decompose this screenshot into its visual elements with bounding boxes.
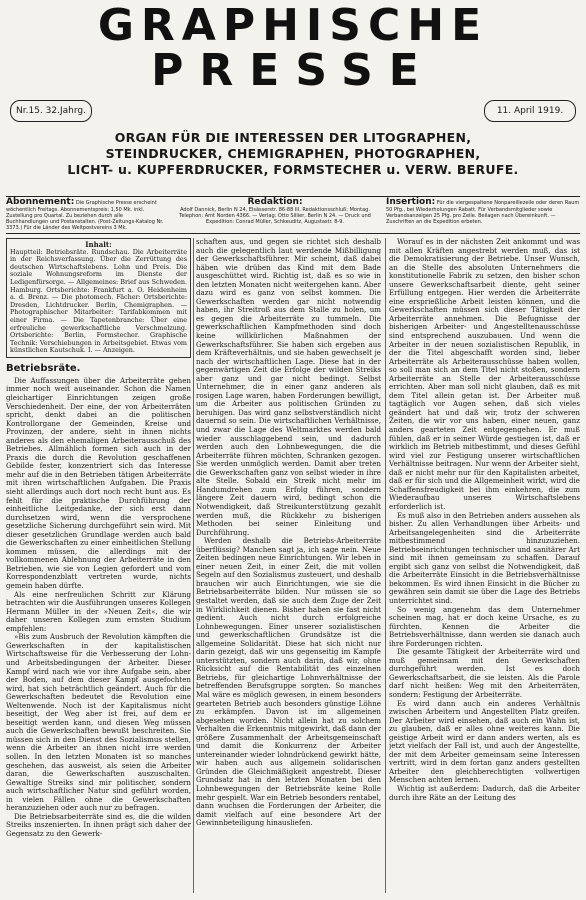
column-3 [389, 238, 580, 893]
column-1 [6, 238, 191, 893]
insertion-heading: Insertion: [386, 197, 436, 207]
subtitle-line-1: ORGAN FÜR DIE INTERESSEN DER LITOGRAPHEN, [114, 130, 472, 145]
paragraph: Werden deshalb die Betriebs-Arbeiterräte überflüssig? Manchen sagt ja, ich sage nein. Neue Zeiten bedingen neue Einrichtungen. Wir leben in einer neuen Zeit, in einer Zeit, die mit vollen Segeln auf den Sozialismus zusteuert, und deshalb brauchen wir auch Einrichtungen, wie sie die Betriebsarbeiterräte bilden. Nur müssen sie so gestaltet werden, daß sie auch dem Zuge der Zeit in Wirklichkeit dienen. Bisher haben sie fast nicht gedient. Auch nicht durch erfolgreiche Lohnbewegungen. Einer unserer sozialistischen und gewerkschaftlichen Grundsätze ist die allgemeine Solidarität. Diese hat sich nicht nur darin gezeigt, daß wir uns gegenseitig im Kampfe unterstützten, sondern auch darin, daß wir, ohne Rücksicht auf die Rentabilität des einzelnen Betriebs, für gleichartige Lohnverhältnisse der betreffenden Berufsgruppe sorgten. So manches Mal wäre es möglich gewesen, in einem besonders gearteten Betrieb auch besonders günstige Löhne zu erkämpfen. Davon ist im allgemeinen abgesehen worden. Nicht allein hat zu solchem Verhalten die Erkenntnis mitgewirkt, daß dann der größere Zusammenhalt der Arbeitsgemeinschaft und damit die Konkurrenz der Arbeiter untereinander wieder lohndrückend gewirkt hätte, wir haben auch aus allgemein solidarischen Gründen die Gleichmäßigkeit angestrebt. Dieser Grundsatz hat in den letzten Monaten bei den Lohnbewegungen der Betriebsräte keine Rolle mehr gespielt. War ein Betrieb besonders rentabel, dann wuchsen die Forderungen der Arbeiter, die damit vielfach auf eine besondere Art der Gewinnbeteiligung hinausliefen. [196, 536, 381, 828]
subtitle-line-2: STEINDRUCKER, CHEMIGRAPHEN, PHOTOGRAPHEN, [105, 146, 481, 161]
contents-text: Hauptteil: Betriebsräte. Rundschau. Die Arbeiterräte in der Reichsverfassung. Über die Zerrüttung des deutschen Wirtschaftslebens. Lohn und Preis. Die soziale Wohnungsreform im Dienste der Ledigenfürsorge. — Allgemeines: Brief aus Schweden. Hamburg. Ortsberichte: Frankfurt a. O. Heidenheim a. d. Brenz. — Die photomech. Fächer: Ortsberichte: Dresden, Lichtdrucker. Berlin, Chemigraphen. — Photographischer Mitarbeiter: Tarifabkommen mit einer Firma. — Die Tapetenbranche: Über eine erfreuliche gewerkschaftliche Verschmelzung. Ortsberichte: Berlin, Formstecher. Graphische Technik: Verschiebungen in Arbeitsgebiet. Etwas vom künstlichen Kautschuk. I. — Anzeigen. [10, 247, 187, 355]
insertion-text: Für die viergespaltene Nonpareillezeile oder deren Raum 50 Pfg., bei Wiederholungen Rabatt. Für Verbandsmitglieder sowie Verbandsanzeigen 25 Pfg. pro Zeile. Beilagen nach Übereinkunft. — Zuschriften an die Expedition erbeten. [386, 200, 580, 225]
paragraph: »Bis zum Ausbruch der Revolution kämpften die Gewerkschaften in der kapitalistischen Wirtschaftsweise für die Verbesserung der Lohn- und Arbeitsbedingungen der Arbeiter. Dieser Kampf wird nach wie vor ihre Aufgabe sein, aber der Boden, auf dem dieser Kampf ausgefochten wird, hat sich beträchtlich geändert. Auch für die Gewerkschaften bedeutet die Revolution eine Weltenwende. Noch ist der Kapitalismus nicht beseitigt, der Weg aber ist frei, auf dem er beseitigt werden kann, und diesen Weg müssen auch die Gewerkschaften bewußt beschreiten. Sie müssen sich in den Dienst des Sozialismus stellen, wenn die Arbeiter an ihnen nicht irre werden sollen. In den letzten Monaten ist so manches geschehen, das ausweist, als seien die Arbeiter daran, die Gewerkschaften auszuschalten. Gewaltige Streiks sind mir politischer, sondern auch wirtschaftlicher Natur sind geführt worden, in vielen Fällen ohne die Gewerkschaften heranzuziehen oder auch nur zu befragen. [6, 632, 191, 813]
contents-box [6, 238, 191, 358]
insertion-box [386, 197, 580, 231]
paragraph: Die Auffassungen über die Arbeiterräte gehen immer noch weit auseinander. Schon die Namen gleichartiger Einrichtungen zeigen große Verschiedenheit. Der eine, der von Arbeiterräten spricht, denkt dabei an die politischen Kontrollorgane der Gemeinden, Kreise und Provinzen, der andere, sieht in ihnen nichts anderes als den ehemaligen Arbeiterausschuß des Betriebes. Allmählich formen sich auch in der Praxis die durch die Revolution geschaffenen Gebilde fester, konzentriert sich das Interesse mehr auf die in den Betrieben tätigen Arbeiterräte mit ihren wirtschaftlichen Aufgaben. Die Praxis sieht allerdings auch dort noch recht bunt aus. Es fehlt für die praktische Durchführung der einheitliche Leitgedanke, der sich erst dann durchsetzen wird, wenn die versprochene gesetzliche Sicherung durchgeführt sein wird. Mit dieser gesetzlichen Grundlage werden auch bald die Gewerkschaften zu einer einheitlichen Stellung kommen müssen, die allerdings mit der vollkommenen Ablehnung der Arbeiterräte in den Betrieben, wie sie von Legien gefordert und vom Korrespondenzblatt vertreten wurde, nichts gemein haben dürfte. [6, 375, 191, 591]
column-2 [196, 238, 381, 893]
masthead-subtitle: PRESSE [151, 45, 435, 96]
issue-date: 11. April 1919. [484, 100, 576, 122]
issue-number: Nr.15. 32.Jahrg. [10, 100, 92, 122]
paragraph: Es wird dann auch ein anderes Verhältnis zwischen Arbeitern und Angestellten Platz greifen. Der Arbeiter wird einsehen, daß auch ein Wahn ist, zu glauben, daß er alles ohne weiteres kann. Die geistige Arbeit wird er dann anders werten, als es jetzt vielfach der Fall ist, und auch der Angestellte, der mit dem Arbeiter gemeinsam seine Interessen vertritt, wird in dem fortan ganz anders gestellten Arbeiter den gleichberechtigten vollwertigen Menschen achten lernen. [389, 698, 580, 785]
paragraph: schaften aus, und gegen sie richtet sich deshalb auch die gelegentlich laut werdende Mißbilligung der Gewerkschaftsführer. Mir scheint, daß dabei häben wie drüben das Kind mit dem Bade ausgeschüttet wird. Richtig ist, daß es so wie in den letzten Monaten nicht weitergehen kann. Aber dazu wird es ganz von selbst kommen. Die Gewerkschaften werden gar nicht notwendig haben, ihr Streitroß aus dem Stalle zu holen, um es gegen die Arbeiterräte zu tummeln. Die gewerkschaftlichen Kampfmethoden sind doch keine willkürlichen Maßnahmen der Gewerkschaftsführer. Sie haben sich ergeben aus dem Kräfteverhältnis, und sie haben gewechselt je nach der wirtschaftlichen Lage. Diese hat in der gegenwärtigen Zeit die Erfolge der wilden Streiks aber ganz und gar nicht bedingt. Selbst Unternehmer, die in einer ganz anderen als rosigen Lage waren, haben Forderungen bewilligt, um die Arbeiter aus politischen Gründen zu beruhigen. Das wird ganz selbstverständlich nicht dauernd so sein. Die wirtschaftlichen Verhältnisse, und zwar die Lage des Weltmarktes werden bald wieder ausschlaggebend sein, und dadurch werden auch den Lohnbewegungen, die die Arbeiterräte führen möchten, Schranken gezogen. Sie werden unmöglich werden. Damit aber treten die Gewerkschaften ganz von selbst wieder in ihre alte Stelle. Sobald ein Streik nicht mehr im Handumdrehen zum Erfolg führen, sondern längere Zeit dauern wird, bedingt schon die Notwendigkeit, daß Streikunterstützung gezahlt werden muß, die Rückkehr zu bisherigen Methoden bei seiner Einleitung und Durchführung. [196, 238, 381, 537]
column-divider [385, 238, 386, 893]
abonnement-text: Die Graphische Presse erscheint wöchentlich Freitags. Abonnementspreis: 1,50 Mk. inkl. Zustellung pro Quartal. Zu beziehen durch alle Buchhandlungen und Postanstalten. (Post-Zeitungs-Katalog Nr. 3373.) Für die Länder des Weltpostvereins 3 Mk. [6, 200, 164, 231]
paragraph: Worauf es in der nächsten Zeit ankommt und was mit allen Kräften angestrebt werden muß, das ist die Demokratisierung der Betriebe. Unser Wunsch, an die Stelle des absoluten Unternehmers die konstitutionelle Fabrik zu setzen, den bisher schon unsere Gewerkschaftsarbeit diente, geht seiner Erfüllung entgegen. Hier werden die Arbeiterräte eine ersprießliche Arbeit leisten können, und die Gewerkschaften müssen sich dieser Tätigkeit der Arbeiterräte annehmen. Die Befugnisse der bisherigen Arbeiter- und Angestelltenausschüsse sind entsprechend auszubauen. Und wenn die Arbeiter in der neuen sozialistischen Republik, in der die Titel abgeschafft worden sind, lieber Arbeiterräte als Arbeiterausschüsse haben wollen, so soll man sich an dem Titel nicht stoßen, sondern Arbeiterräte an Stelle der Arbeiterausschüsse errichten. Aber man soll nicht glauben, daß es mit dem Titel allein getan ist. Der Arbeiter muß tagtäglich vor Augen sehen, daß sich vieles geändert hat und daß wir, trotz der schweren Zeiten, die wir vor uns haben, einer neuen, ganz anders gearteten Zeit entgegengehen. Er muß fühlen, daß er in seiner Würde gestiegen ist, daß er wirklich im Betrieb mitbestimmt, und dieses Gefühl wird viel zur Festigung unserer wirtschaftlichen Verhältnisse beitragen. Nur wenn der Arbeiter sieht, daß er nicht mehr nur für den Kapitalisten arbeitet, daß er für sich und die Allgemeinheit wirkt, wird die Schaffensfreudigkeit bei ihm einkehren, die zum Wiederaufbau unseres Wirtschaftslebens erforderlich ist. [389, 238, 580, 511]
abonnement-box [6, 197, 164, 231]
article-heading: Betriebsräte. [6, 362, 81, 374]
paragraph: Als eine nerfreulichen Schritt zur Klärung betrachten wir die Ausführungen unseres Kollegen Hermann Müller in der »Neuen Zeit«, die wir daher unseren Kollegen zum ernsten Studium empfehlen: [6, 589, 191, 633]
column-divider [193, 238, 194, 893]
abonnement-heading: Abonnement: [6, 197, 75, 207]
contents-title: Inhalt: [85, 240, 112, 249]
info-bar [6, 197, 580, 231]
info-rule [6, 233, 580, 234]
paragraph: Es muß also in den Betrieben anders aussehen als bisher. Zu allen Verhandlungen über Arbeits- und Arbeitsangelegenheiten sind die Arbeiterräte mitbestimmend hinzuzuziehen. Betriebseinrichtungen technischer und sanitärer Art sind mit ihnen gemeinsam zu schaffen. Darauf ergibt sich ganz von selbst die Notwendigkeit, daß die Arbeiterräte Einsicht in die Betriebsverhältnisse bekommen. Es wird ihnen Einsicht in die Bücher zu gewähren sein damit sie über die Lage des Betriebs unterrichtet sind. [389, 510, 580, 605]
masthead-title: GRAPHISCHE [97, 0, 489, 51]
paragraph: Wichtig ist außerdem: Dadurch, daß die Arbeiter durch ihre Räte an der Leitung des [389, 784, 580, 802]
redaktion-box [172, 197, 378, 231]
redaktion-heading: Redaktion: [247, 197, 303, 207]
subtitle-line-3: LICHT- u. KUPFERDRUCKER, FORMSTECHER u. VERW. BERUFE. [67, 162, 519, 177]
paragraph: Die Betriebsarbeiterräte sind es, die die wilden Streiks inszenierten. In ihnen prägt sich daher der Gegensatz zu den Gewerk- [6, 811, 191, 838]
redaktion-text: Adolf Dannick, Berlin N 24, Elsässerstr. 86-88 III. Redaktionsschluß: Montag. Telephon: Amt Norden 4366. — Verlag: Otto Sillier, Berlin N 24. — Druck und Expedition: Conrad Müller, Schkeuditz, Augustastr. 8-9. [179, 207, 371, 225]
paragraph: Die gesamte Tätigkeit der Arbeiterräte wird und muß gemeinsam mit den Gewerkschaften durchgeführt werden. Ist es doch Gewerkschaftsarbeit, die sie leisten. Als die Parole darf nicht heißen: Weg mit den Arbeiterräten, sondern: Festigung der Arbeiterräte. [389, 647, 580, 699]
paragraph: So wenig angenehm das dem Unternehmer scheinen mag, hat er doch keine Ursache, es zu fürchten. Kennen die Arbeiter die Betriebsverhältnisse, dann werden sie danach auch ihre Forderungen richten. [389, 604, 580, 648]
